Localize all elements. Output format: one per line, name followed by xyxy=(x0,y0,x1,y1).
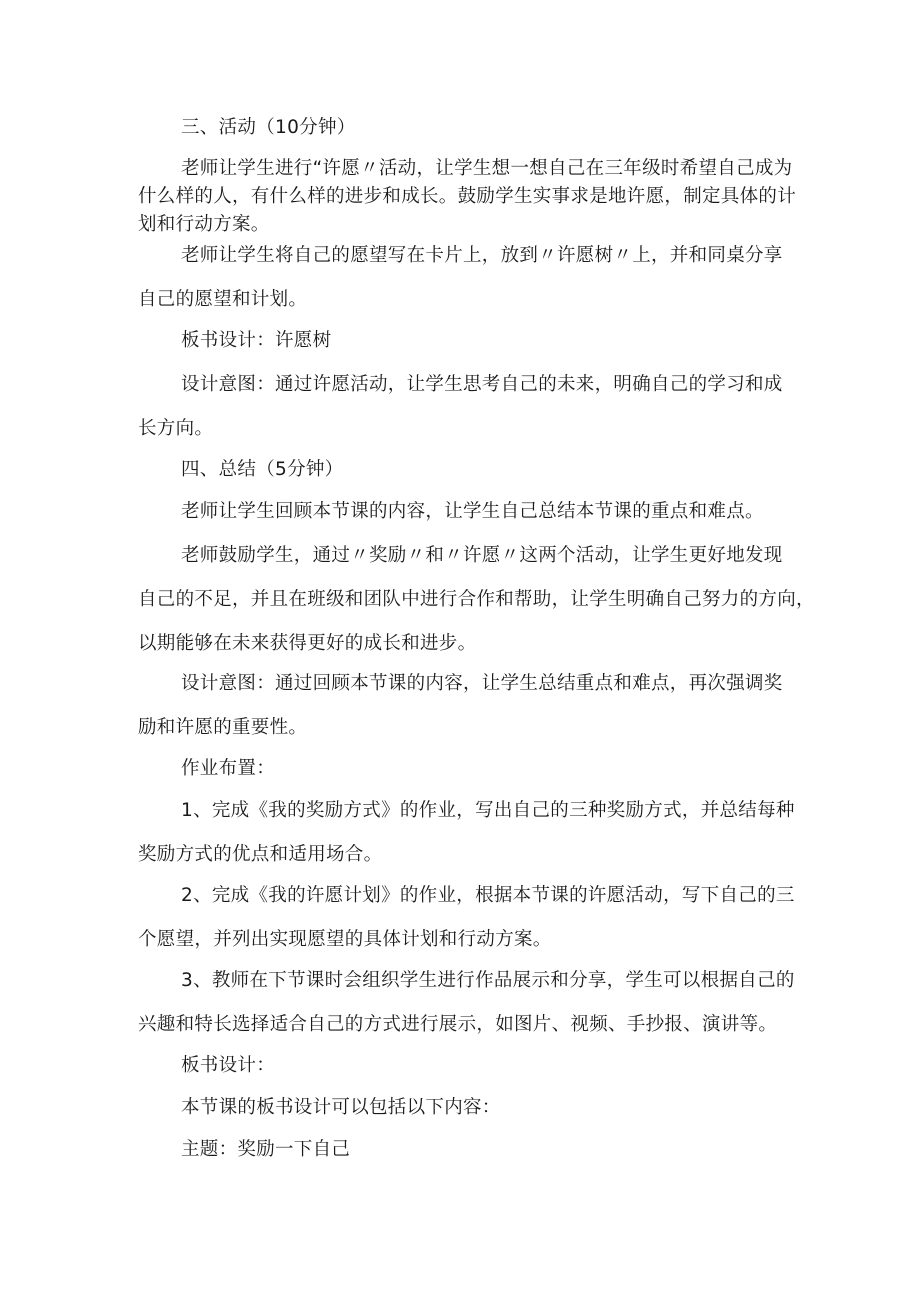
paragraph-wish-card xyxy=(138,234,784,322)
text-line: 自己的不足，并且在班级和团队中进行合作和帮助，让学生明确自己努力的方向， xyxy=(138,589,815,610)
text-line: 奖励方式的优点和适用场合。 xyxy=(138,844,383,865)
text-line: 个愿望，并列出实现愿望的具体计划和行动方案。 xyxy=(138,929,552,950)
text-line: 设计意图：通过回顾本节课的内容，让学生总结重点和难点，再次强调奖 xyxy=(181,673,783,694)
text-line: 自己的愿望和计划。 xyxy=(138,289,308,310)
text-line: 励和许愿的重要性。 xyxy=(138,717,308,738)
heading-homework xyxy=(138,747,784,791)
paragraph-wish-activity xyxy=(138,155,797,239)
homework-item-2 xyxy=(138,874,795,962)
paragraph-board-design-tree xyxy=(138,319,784,363)
paragraph-board-content xyxy=(138,1086,784,1130)
text-line: 老师让学生回顾本节课的内容，让学生自己总结本节课的重点和难点。 xyxy=(181,501,764,522)
text-line: 兴趣和特长选择适合自己的方式进行展示，如图片、视频、手抄报、演讲等。 xyxy=(138,1014,778,1035)
paragraph-design-intent-1 xyxy=(138,363,784,451)
text-line: 老师鼓励学生，通过〃奖励〃和〃许愿〃这两个活动，让学生更好地发现 xyxy=(181,545,783,566)
text-line: 长方向。 xyxy=(138,418,214,439)
text-line: 本节课的板书设计可以包括以下内容： xyxy=(181,1097,501,1118)
text-line: 作业布置： xyxy=(181,758,276,779)
homework-item-1 xyxy=(138,789,795,877)
text-line: 2、完成《我的许愿计划》的作业，根据本节课的许愿活动，写下自己的三 xyxy=(181,885,795,906)
text-line: 板书设计： xyxy=(181,1055,276,1076)
text-line: 1、完成《我的奖励方式》的作业，写出自己的三种奖励方式，并总结每种 xyxy=(181,800,795,821)
homework-item-3 xyxy=(138,959,795,1047)
heading-activity xyxy=(138,106,784,150)
text-line: 什么样的人，有什么样的进步和成长。鼓励学生实事求是地许愿，制定具体的计 xyxy=(138,186,797,207)
text-line: 3、教师在下节课时会组织学生进行作品展示和分享，学生可以根据自己的 xyxy=(181,970,795,991)
text-line: 三、活动（10分钟） xyxy=(181,117,356,138)
text-line: 主题：奖励一下自己 xyxy=(181,1139,351,1160)
paragraph-review xyxy=(138,490,784,534)
text-line: 以期能够在未来获得更好的成长和进步。 xyxy=(138,633,477,654)
heading-summary xyxy=(138,448,784,492)
heading-board-design xyxy=(138,1044,784,1088)
text-line: 老师让学生将自己的愿望写在卡片上，放到〃许愿树〃上，并和同桌分享 xyxy=(181,245,783,266)
text-line: 设计意图：通过许愿活动，让学生思考自己的未来，明确自己的学习和成 xyxy=(181,374,783,395)
paragraph-theme xyxy=(138,1128,784,1172)
text-line: 老师让学生进行“许愿〃活动，让学生想一想自己在三年级时希望自己成为 xyxy=(181,158,793,179)
paragraph-encourage xyxy=(138,534,815,666)
paragraph-design-intent-2 xyxy=(138,662,784,750)
text-line: 划和行动方案。 xyxy=(138,214,270,235)
text-line: 四、总结（5分钟） xyxy=(181,459,344,480)
text-line: 板书设计：许愿树 xyxy=(181,330,332,351)
